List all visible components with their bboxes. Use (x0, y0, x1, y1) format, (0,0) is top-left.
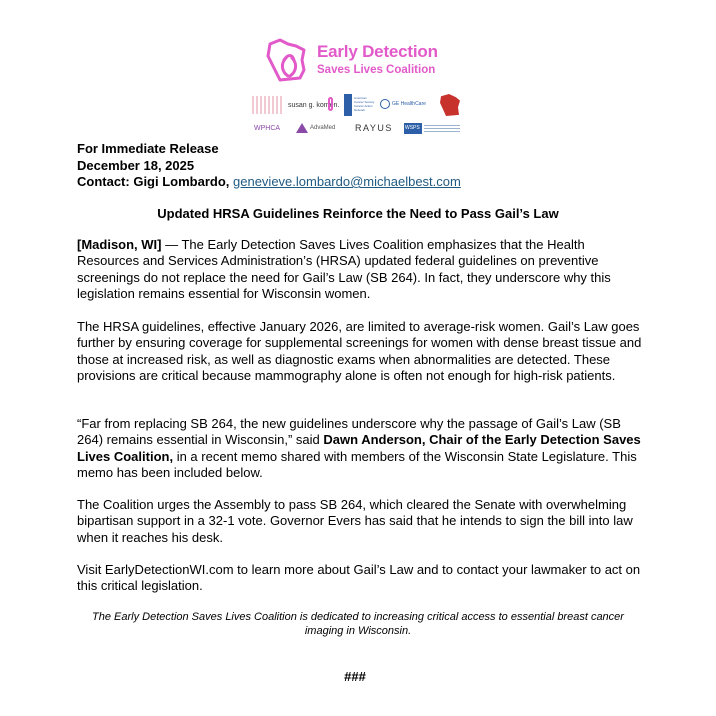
paragraph-5: Visit EarlyDetectionWI.com to learn more about Gail’s Law and to contact your lawmaker to act on this critical legislation. (77, 562, 641, 594)
contact-email-link[interactable]: genevieve.lombardo@michaelbest.com (233, 174, 461, 189)
quote-context: in a recent memo shared with members of the Wisconsin State Legislature. This memo has been included below. (77, 448, 637, 480)
advamed-logo-icon (296, 123, 308, 133)
paragraph-1-text: — The Early Detection Saves Lives Coalition emphasizes that the Health Resources and Services Administration’s (HRSA) updated federal guidelines on preventive screenings do not replace the need for Gail’s Law (SB 264). In fact, they underscore why this legislation remains essential for Wisconsin women. (77, 237, 611, 301)
wphca-logo: WPHCA (254, 125, 281, 132)
ge-logo: GE HealthCare (392, 101, 426, 107)
release-header (77, 141, 461, 191)
logo-title: Early Detection (317, 42, 438, 61)
logo-subtitle: Saves Lives Coalition (317, 64, 436, 76)
wisconsin-ribbon-icon (266, 38, 314, 82)
release-contact (77, 174, 461, 191)
headline: Updated HRSA Guidelines Reinforce the Need to Pass Gail’s Law (157, 206, 559, 221)
acs-logo: American Cancer Society Cancer Action Network (354, 96, 375, 112)
advamed-logo: AdvaMed (310, 125, 336, 131)
quote-attribution: Dawn Anderson, Chair of the Early Detection Saves Lives Coalition, (77, 432, 641, 464)
paragraph-1 (77, 237, 647, 302)
release-label: For Immediate Release (77, 141, 219, 156)
dateline: [Madison, WI] (77, 237, 162, 252)
quote-text: “Far from replacing SB 264, the new guidelines underscore why the passage of Gail’s Law (SB 264) remains essential in Wisconsin,” said (77, 416, 621, 448)
coalition-logo (266, 38, 456, 82)
breast-cancer-logo (252, 96, 282, 114)
wsps-tagline-lines (424, 125, 460, 132)
paragraph-2: The HRSA guidelines, effective January 2026, are limited to average-risk women. Gail’s Law goes further by ensuring coverage for supplemental screenings for women with dense breast tissue and those at increased risk, as well as diagnostic exams when abnormalities are detected. These provisions are critical because mammography alone is often not enough for high-risk patients. (77, 319, 642, 383)
wsps-logo: WSPS (405, 125, 420, 131)
release-date: December 18, 2025 (77, 157, 195, 173)
wisconsin-state-logo (440, 94, 460, 116)
end-mark: ### (344, 669, 366, 684)
ge-logo-icon (380, 99, 390, 109)
acs-logo-icon (344, 94, 352, 116)
komen-logo: susan g. komen. (288, 102, 340, 109)
rayus-logo: RAYUS (355, 123, 393, 133)
coalition-tagline: The Early Detection Saves Lives Coalition is dedicated to increasing critical access to essential breast cancer imaging in Wisconsin. (92, 611, 624, 637)
komen-ribbon-icon (328, 97, 333, 111)
paragraph-4: The Coalition urges the Assembly to pass SB 264, which cleared the Senate with overwhelming bipartisan support in a 32-1 vote. Governor Evers has said that he intends to sign the bill into law when it reaches his desk. (77, 497, 633, 545)
sponsor-logos (252, 94, 464, 140)
paragraph-3 (77, 416, 647, 481)
contact-label: Contact: Gigi Lombardo, (77, 174, 230, 189)
